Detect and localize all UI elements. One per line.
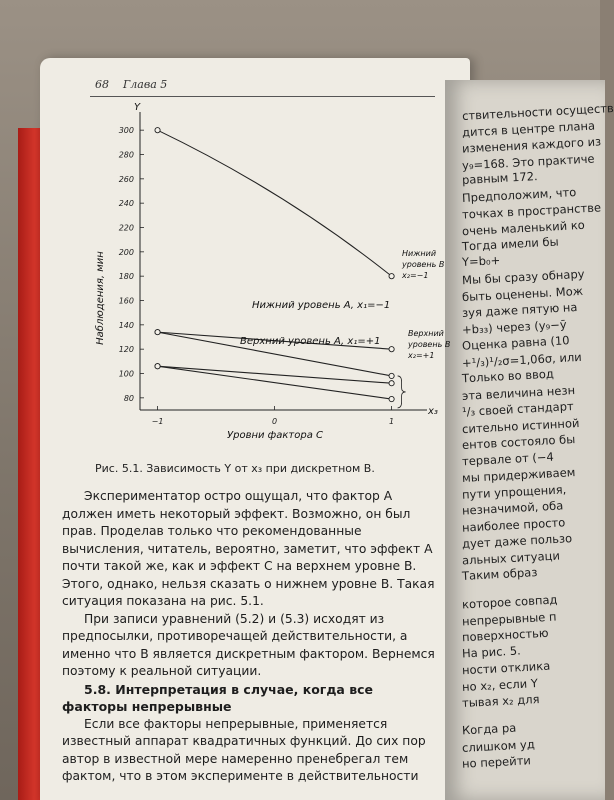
x-axis-variable: x₃ [428,406,438,417]
chart-axes [140,112,427,410]
right-page-line: очень маленький ко [461,217,586,238]
right-page-line: +¹/₃)¹/₂σ=1,06σ, или [461,349,583,370]
right-page-line: дует даже пользо [461,531,573,551]
y-tick-label: 160 [118,296,134,306]
right-page-line: пути упрощения, [461,481,567,502]
y-tick-label: 120 [118,345,134,355]
right-page-line: альных ситуаци [461,547,561,568]
y-axis-variable: Y [134,102,141,113]
right-page-line: дится в центре плана [461,118,596,139]
paragraph-2: При записи уравнений (5.2) и (5.3) исходят из предпосылки, противоречащей действительности, а именно что B является дискретным фактором. Вернемся поэтому к реальной ситуации. [62,611,435,678]
right-page-line: Мы бы сразу обнару [461,266,585,288]
figure-caption: Рис. 5.1. Зависимость Y от x₃ при дискретном B. [95,462,375,475]
data-point [389,396,394,401]
header-rule [90,96,435,97]
y-tick-label: 100 [118,369,134,379]
body-text [62,488,442,786]
label-a-low: Нижний уровень A, x₁=−1 [252,300,391,311]
right-page-line: Оценка равна (10 [461,333,570,353]
label-a-high: Верхний уровень A, x₁=+1 [240,336,381,347]
x-tick-label: 1 [389,417,395,426]
label-b-low-1: Нижний [402,249,437,258]
right-page-line: которое совпад [461,592,558,612]
y-tick-label: 280 [118,150,134,160]
data-point [155,364,160,369]
x-tick-label: −1 [151,417,164,426]
right-page-line: Когда ра [461,720,517,738]
right-page-line: +b₃₃) через (y₉−ȳ [461,316,567,337]
right-page-line: сительно истинной [461,415,580,436]
right-page-line: ствительности осуществ [461,101,614,123]
y-tick-label: 240 [118,199,134,209]
running-head [95,78,167,91]
right-page-line: равным 172. [461,169,538,187]
chapter-label: Глава 5 [123,78,168,91]
section-paragraph: Если все факторы непрерывные, применяется известный аппарат квадратичных функций. До сих пор автор в известной мере намеренно пренебрегал тем фактом, что в этом эксперименте в действительности [62,716,426,783]
data-point [389,274,394,279]
right-page-line: ности отклика [461,658,551,678]
right-page-line: поверхностью [461,625,549,645]
y-tick-label: 140 [118,320,134,330]
bracket [398,376,406,408]
right-page-line: но x₂, если Y [461,675,539,694]
series-line [158,366,392,383]
x-tick-label: 0 [272,417,278,426]
right-page-line: изменения каждого из [461,134,602,156]
label-b-low-2: уровень B [402,260,445,269]
right-page-line: Таким образ [461,565,538,583]
right-page-line: На рис. 5. [461,642,522,661]
data-point [155,330,160,335]
right-page-line: слишком уд [461,736,536,755]
right-page-line: Y=b₀+ [461,252,501,269]
y-tick-label: 220 [118,223,134,233]
label-b-high-3: x₂=+1 [408,351,435,360]
right-page-line: но перейти [461,753,532,771]
right-page-line: Предположим, что [461,184,577,205]
right-page-line: непрерывные п [461,609,557,628]
right-page-line: наиболее просто [461,514,566,535]
data-point [389,373,394,378]
right-page-line: тервале от (−4 [461,449,555,468]
series-line [158,366,392,399]
y-tick-label: 300 [118,126,134,136]
right-page-line: быть оценены. Мож [461,283,584,304]
x-axis-label: Уровни фактора C [227,430,323,441]
label-b-low-3: x₂=−1 [402,271,429,280]
data-point [389,347,394,352]
series-line [158,130,392,276]
paragraph-1: Экспериментатор остро ощущал, что фактор A должен иметь некоторый эффект. Возможно, он был прав. Проделав только что рекомендованные вычисления, читатель, вероятно, заметит, что эффект A почти такой же, как и эффект C на верхнем уровне B. Этого, однако, нельзя сказать о нижнем уровне B. Такая ситуация показана на рис. 5.1. [62,489,435,608]
label-b-high-2: уровень B [408,340,451,349]
right-page-line: зуя даже пятую на [461,299,578,321]
section-title: 5.8. Интерпретация в случае, когда все факторы непрерывные [62,681,374,714]
chart-series [155,128,406,408]
page-number: 68 [95,78,109,91]
y-tick-label: 180 [118,272,134,282]
data-point [155,128,160,133]
right-page-line: Только во ввод [461,366,555,386]
data-point [389,381,394,386]
right-page-line: точках в пространстве [461,200,602,222]
right-page-line: незначимой, оба [461,498,564,518]
right-page-line: ентов состояло бы [461,432,576,452]
right-page-line: эта величина незн [461,382,576,403]
right-page-line: ¹/₃ своей стандарт [461,399,574,419]
y-axis-label: Наблюдения, мин [95,251,106,345]
y-tick-label: 80 [123,393,134,403]
y-tick-label: 200 [118,247,134,257]
right-page-line: мы придерживаем [461,465,576,485]
x-tick-labels [152,406,394,426]
y-tick-label: 260 [118,174,134,184]
right-page-line: Тогда имели бы [461,234,559,254]
figure-5-1-chart [90,98,451,443]
right-page-line: y₉=168. Это практиче [461,151,595,172]
right-page-line: тывая x₂ для [461,691,540,711]
label-b-high-1: Верхний [408,329,444,338]
